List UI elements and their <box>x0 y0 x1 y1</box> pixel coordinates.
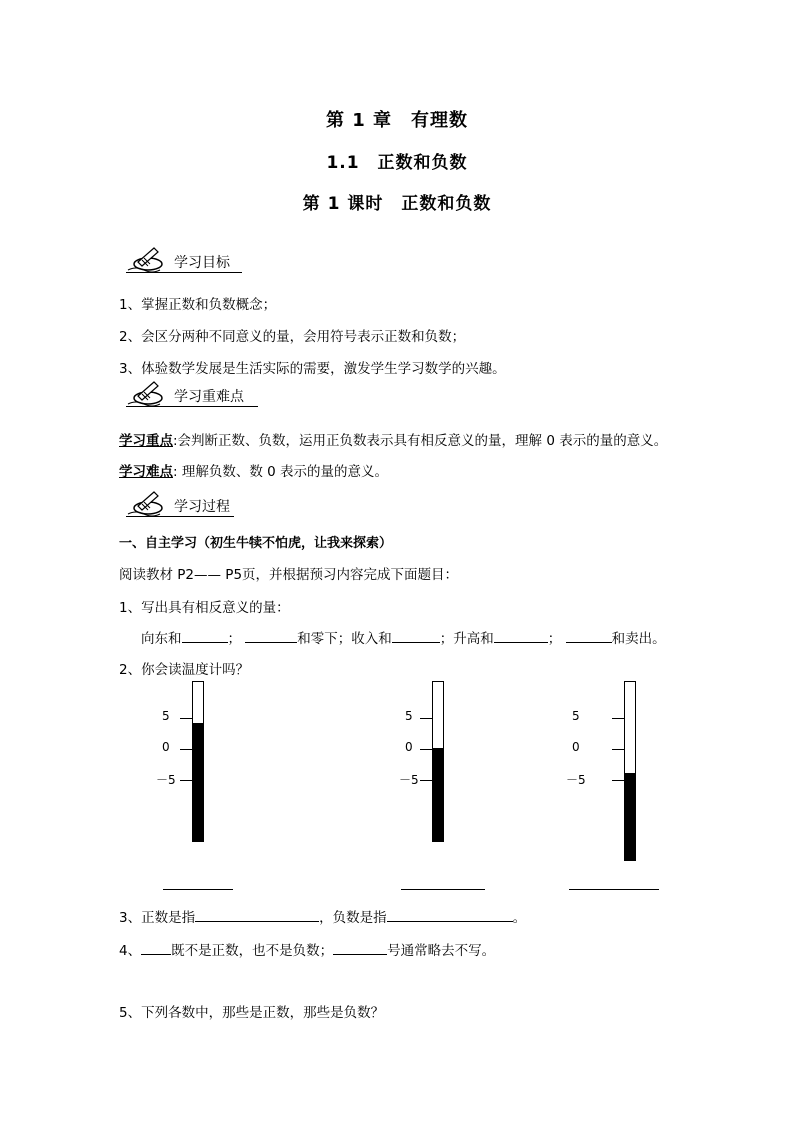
answer-line[interactable] <box>401 889 485 890</box>
lesson-title: 第 1 课时 正数和负数 <box>302 194 492 214</box>
difficulty-text: : 理解负数、数 0 表示的量的意义。 <box>173 464 389 480</box>
thermometer-tick-label: －5 <box>156 773 176 788</box>
pen-writing-icon <box>124 488 172 518</box>
chapter-title: 第 1 章 有理数 <box>325 110 469 131</box>
section-heading-process <box>124 488 244 518</box>
thermometer-tick-label: 0 <box>405 740 413 755</box>
mercury-fill <box>192 723 204 842</box>
thermometer-tick-label: 5 <box>405 709 413 724</box>
goal-item: 1、掌握正数和负数概念； <box>119 297 277 313</box>
section-heading-keypoints <box>124 378 264 408</box>
question-5: 5、下列各数中，那些是正数，那些是负数？ <box>119 1005 385 1021</box>
key-point-line <box>119 429 667 449</box>
fill-text: 向东和 <box>141 631 182 647</box>
section-label: 学习目标 <box>174 255 230 271</box>
thermometer-tick-label: 5 <box>572 709 580 724</box>
thermometer-tick <box>612 749 624 750</box>
mercury-fill <box>624 773 636 861</box>
question-text: 。 <box>512 910 527 926</box>
thermometer-tick <box>180 749 192 750</box>
section-label: 学习重难点 <box>174 389 244 405</box>
answer-blank[interactable] <box>494 630 548 643</box>
thermometer-tick <box>180 718 192 719</box>
question-text: 4、 <box>119 943 142 959</box>
thermometer <box>624 681 636 861</box>
question-text: 既不是正数，也不是负数； <box>171 943 334 959</box>
thermometer-tick <box>420 718 432 719</box>
difficulty-label: 学习难点 <box>119 464 173 480</box>
divider <box>126 272 242 273</box>
question-text: 号通常略去不写。 <box>387 943 496 959</box>
divider <box>126 516 234 517</box>
answer-blank[interactable] <box>195 909 319 922</box>
key-point-label: 学习重点 <box>119 433 173 449</box>
fill-text: ； <box>547 631 562 647</box>
thermometer-tick <box>420 749 432 750</box>
answer-line[interactable] <box>163 889 233 890</box>
thermometer-tick <box>180 780 192 781</box>
fill-text: ；升高和 <box>439 631 494 647</box>
thermometer-tick <box>420 780 432 781</box>
answer-blank[interactable] <box>392 630 440 643</box>
answer-line[interactable] <box>569 889 659 890</box>
pen-writing-icon <box>124 244 172 274</box>
thermometer-tick-label: －5 <box>399 773 419 788</box>
answer-blank[interactable] <box>387 909 513 922</box>
question-1: 1、写出具有相反意义的量： <box>119 600 290 616</box>
instruction: 阅读教材 P2—— P5页，并根据预习内容完成下面题目： <box>119 567 459 583</box>
question-4 <box>119 939 495 959</box>
thermometer-tick-label: 0 <box>162 740 170 755</box>
thermometer-tick <box>612 718 624 719</box>
thermometer-tick <box>612 780 624 781</box>
thermometer <box>432 681 444 842</box>
answer-blank[interactable] <box>141 942 171 955</box>
answer-blank[interactable] <box>566 630 612 643</box>
thermometer <box>192 681 204 842</box>
divider <box>126 406 258 407</box>
answer-blank[interactable] <box>182 630 228 643</box>
fill-text: ； <box>227 631 241 647</box>
question-3 <box>119 906 526 926</box>
mercury-fill <box>432 748 444 842</box>
question-1-blanks <box>141 627 666 647</box>
fill-text: 和卖出。 <box>611 631 666 647</box>
thermometer-tick-label: －5 <box>566 773 586 788</box>
thermometer-tick-label: 0 <box>572 740 580 755</box>
thermometer-tick-label: 5 <box>162 709 170 724</box>
section-heading-goals <box>124 244 254 274</box>
section-title: 1.1 正数和负数 <box>326 153 468 173</box>
part-heading: 一、自主学习（初生牛犊不怕虎，让我来探索） <box>119 536 393 551</box>
question-text: ，负数是指 <box>319 910 387 926</box>
goal-item: 2、会区分两种不同意义的量，会用符号表示正数和负数； <box>119 329 466 345</box>
key-point-text: :会判断正数、负数，运用正负数表示具有相反意义的量，理解 0 表示的量的意义。 <box>173 433 668 449</box>
answer-blank[interactable] <box>333 942 387 955</box>
pen-writing-icon <box>124 378 172 408</box>
question-2: 2、你会读温度计吗？ <box>119 662 250 678</box>
goal-item: 3、体验数学发展是生活实际的需要，激发学生学习数学的兴趣。 <box>119 361 506 377</box>
difficulty-line <box>119 460 388 480</box>
answer-blank[interactable] <box>245 630 297 643</box>
section-label: 学习过程 <box>174 499 230 515</box>
question-text: 3、正数是指 <box>119 910 196 926</box>
fill-text: 和零下；收入和 <box>297 631 392 647</box>
